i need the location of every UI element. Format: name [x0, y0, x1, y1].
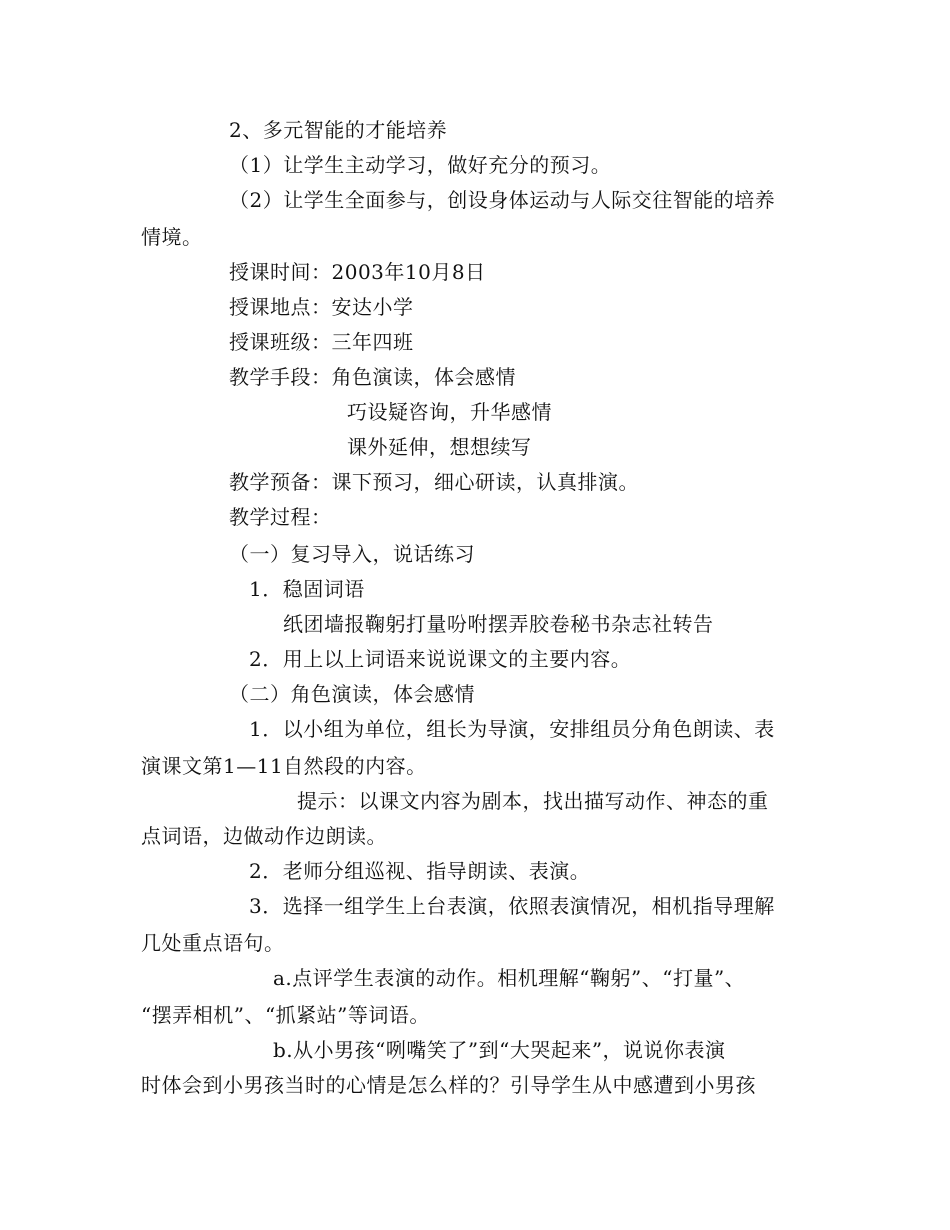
preparation-line: 教学预备：课下预习，细心研读，认真排演。: [229, 470, 639, 494]
class-time-line: 授课时间：2003年10月8日: [229, 260, 486, 284]
hint-line: 提示：以课文内容为剧本，找出描写动作、神态的重: [297, 789, 769, 813]
paragraph-line: 点词语，边做动作边朗读。: [141, 824, 387, 848]
list-item: 2．老师分组巡视、指导朗读、表演。: [249, 859, 591, 883]
list-item: 1．以小组为单位，组长为导演，安排组员分角色朗读、表: [249, 717, 775, 741]
section-heading: 2、多元智能的才能培养: [229, 118, 448, 142]
teaching-method-line: 课外延伸，想想续写: [347, 435, 532, 459]
paragraph-line: 情境。: [141, 225, 203, 249]
subsection-heading: （一）复习导入，说话练习: [229, 542, 475, 566]
list-item: 3．选择一组学生上台表演，依照表演情况，相机指导理解: [249, 894, 775, 918]
paragraph-line: （1）让学生主动学习，做好充分的预习。: [229, 153, 612, 177]
teaching-method-line: 教学手段：角色演读，体会感情: [229, 365, 516, 389]
class-location-line: 授课地点：安达小学: [229, 295, 414, 319]
vocabulary-line: 纸团墙报鞠躬打量吩咐摆弄胶卷秘书杂志社转告: [283, 612, 714, 636]
sub-item: b.从小男孩“咧嘴笑了”到“大哭起来”，说说你表演: [273, 1038, 726, 1062]
class-grade-line: 授课班级：三年四班: [229, 330, 414, 354]
teaching-method-line: 巧设疑咨询，升华感情: [347, 400, 552, 424]
process-heading: 教学过程：: [229, 505, 332, 529]
sub-item: a.点评学生表演的动作。相机理解“鞠躬”、“打量”、: [273, 966, 746, 990]
paragraph-line: 时体会到小男孩当时的心情是怎么样的？引导学生从中感遭到小男孩: [141, 1073, 756, 1097]
paragraph-line: 几处重点语句。: [141, 931, 285, 955]
list-item: 2．用上以上词语来说说课文的主要内容。: [249, 647, 632, 671]
list-item: 1．稳固词语: [249, 577, 365, 601]
paragraph-line: 演课文第1—11自然段的内容。: [141, 754, 427, 778]
paragraph-line: （2）让学生全面参与，创设身体运动与人际交往智能的培养: [229, 188, 776, 212]
paragraph-line: “摆弄相机”、“抓紧站”等词语。: [141, 1003, 430, 1027]
subsection-heading: （二）角色演读，体会感情: [229, 682, 475, 706]
